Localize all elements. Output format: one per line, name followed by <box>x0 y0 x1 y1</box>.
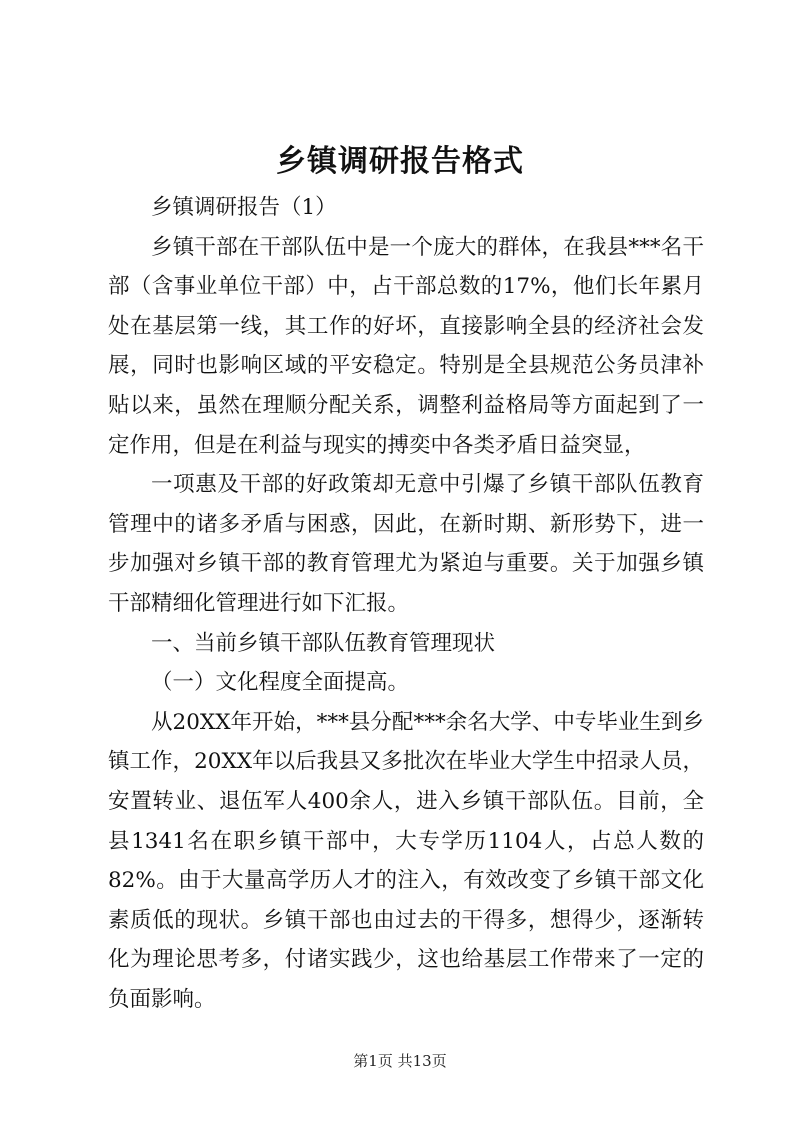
document-body <box>108 188 704 1019</box>
body-paragraph: 从20XX年开始，***县分配***余名大学、中专毕业生到乡镇工作，20XX年以后我县又多批次在毕业大学生中招录人员，安置转业、退伍军人400余人，进入乡镇干部队伍。目前，全县1341名在职乡镇干部中，大专学历1104人，占总人数的82%。由于大量高学历人才的注入，有效改变了乡镇干部文化素质低的现状。乡镇干部也由过去的干得多，想得少，逐渐转化为理论思考多，付诸实践少，这也给基层工作带来了一定的负面影响。 <box>108 709 704 1012</box>
body-paragraph: 一项惠及干部的好政策却无意中引爆了乡镇干部队伍教育管理中的诸多矛盾与困惑，因此，在新时期、新形势下，进一步加强对乡镇干部的教育管理尤为紧迫与重要。关于加强乡镇干部精细化管理进行如下汇报。 <box>108 472 704 616</box>
section-heading: 一、当前乡镇干部队伍教育管理现状 <box>151 630 496 656</box>
body-paragraph: 乡镇干部在干部队伍中是一个庞大的群体，在我县***名干部（含事业单位干部）中，占干部总数的17%，他们长年累月处在基层第一线，其工作的好坏，直接影响全县的经济社会发展，同时也影响区域的平安稳定。特别是全县规范公务员津补贴以来，虽然在理顺分配关系，调整利益格局等方面起到了一定作用，但是在利益与现实的搏奕中各类矛盾日益突显， <box>108 234 704 458</box>
document-title: 乡镇调研报告格式 <box>276 144 524 179</box>
page-footer: 第1页 共13页 <box>353 1052 447 1070</box>
subsection-heading: （一）文化程度全面提高。 <box>151 670 410 696</box>
section-subtitle: 乡镇调研报告（1） <box>151 195 337 220</box>
